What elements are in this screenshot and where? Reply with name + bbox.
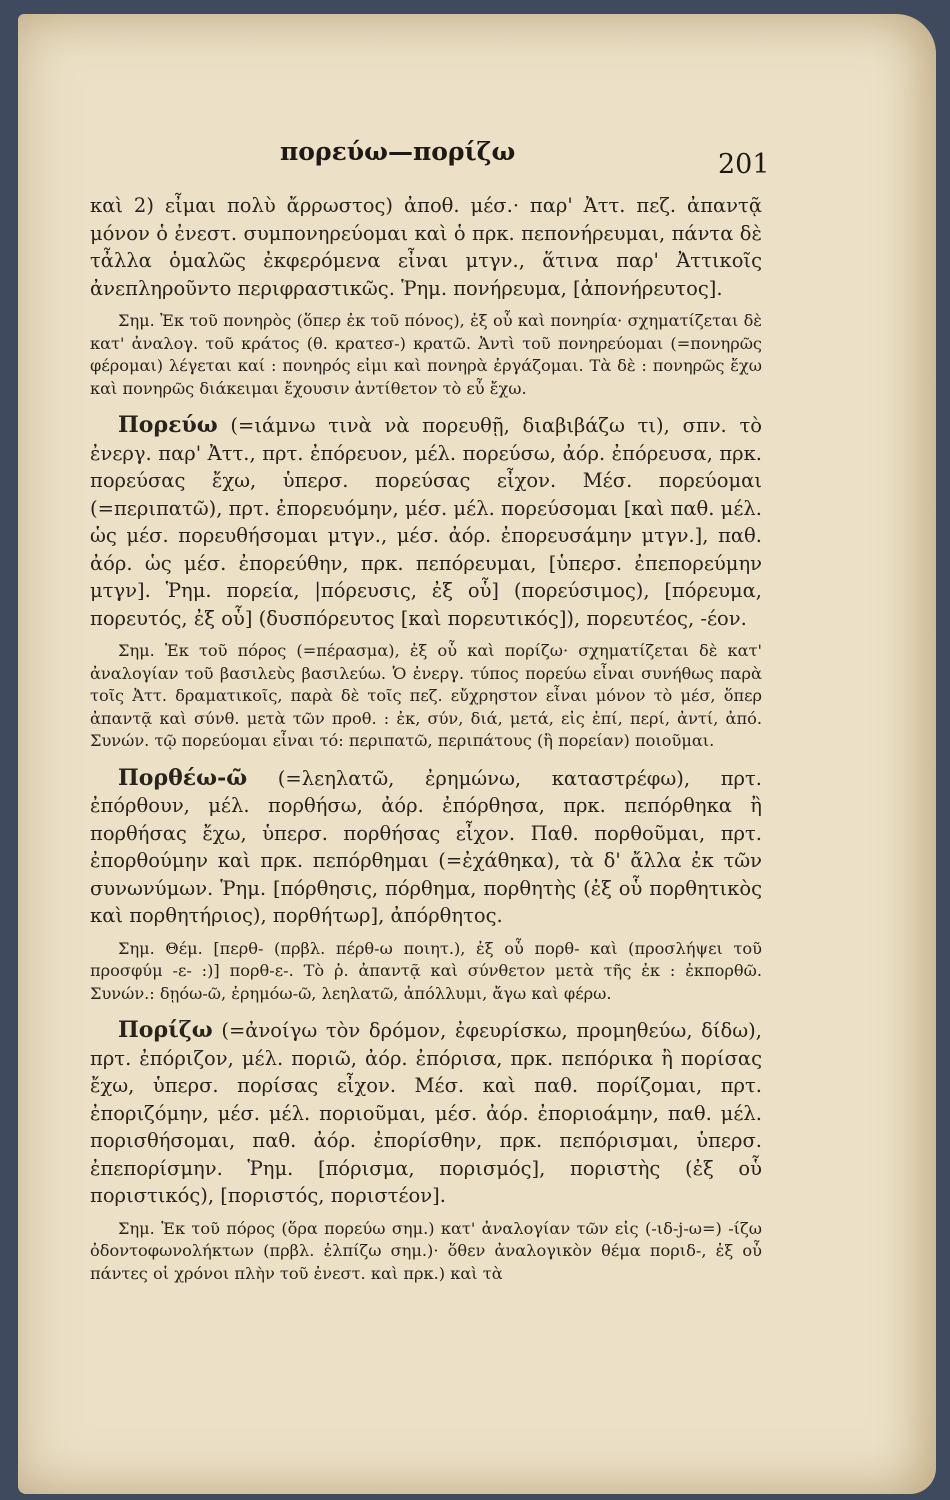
book-page [18, 14, 936, 1494]
page-body [90, 192, 762, 1285]
note-poreuo: Σημ. Ἐκ τοῦ πόρος (=πέρασμα), ἐξ οὗ καὶ πορίζω· σχηματίζεται δὲ κατ' ἀναλογίαν τοῦ βασιλεὺς βασιλεύω. Ὁ ἐνεργ. τύπος πορεύω εἶναι συνήθως παρὰ τοῖς Ἀττ. δραματικοῖς, παρὰ δὲ τοῖς πεζ. εὔχρηστον εἶναι μόνον τὸ μέσ, ὅπερ ἀπαντᾷ καὶ σύνθ. μετὰ τῶν προθ. : ἐκ, σύν, διά, μετά, εἰς ἐπί, περί, ἀντί, ἀπό. Συνών. τῷ πορεύομαι εἶναι τό: περιπατῶ, περιπάτους (ἢ πορείαν) ποιοῦμαι. [90, 641, 762, 750]
page-number: 201 [718, 149, 770, 180]
entry-poreuo [90, 412, 762, 632]
note-poneroumai: Σημ. Ἐκ τοῦ πονηρὸς (ὅπερ ἐκ τοῦ πόνος), ἐξ οὗ καὶ πονηρία· σχηματίζεται δὲ κατ' ἀναλογ. τοῦ κράτος (θ. κρατεσ-) κρατῶ. Ἀντὶ τοῦ πονηρεύομαι (=πονηρῶς φέρομαι) λέγεται καί : πονηρός εἰμι καὶ πονηρὰ ἐργάζομαι. Τὰ δὲ : πονηρῶς ἔχω καὶ πονηρῶς διάκειμαι ἔχουσιν ἀντίθετον τὸ εὖ ἔχω. [90, 311, 762, 398]
entry-portheo [90, 765, 762, 930]
note-portheo: Σημ. Θέμ. [περθ- (πρβλ. πέρθ-ω ποιητ.), ἐξ οὗ πορθ- καὶ (προσλήψει τοῦ προσφύμ -ε- :)] πορθ-ε-. Τὸ ῥ. ἀπαντᾷ καὶ σύνθετον μετὰ τῆς ἐκ : ἐκπορθῶ. Συνών.: δῃόω-ῶ, ἐρημόω-ῶ, λεηλατῶ, ἀπόλλυμι, ἄγω καὶ φέρω. [90, 938, 762, 1003]
lemma-portheo: Πορθέω-ῶ [118, 764, 248, 791]
entry-porizo-text: (=ἀνοίγω τὸν δρόμον, ἐφευρίσκω, προμηθεύω, δίδω), πρτ. ἐπόριζον, μέλ. ποριῶ, ἀόρ. ἐπόρισα, πρκ. πεπόρικα ἢ πορίσας ἔχω, ὑπερσ. πορίσας εἶχον. Μέσ. καὶ παθ. πορίζομαι, πρτ. ἐποριζόμην, μέσ. μέλ. ποριοῦμαι, μέσ. ἀόρ. ἐποριοάμην, παθ. μέλ. πορισθήσομαι, παθ. ἀόρ. ἐπορίσθην, πρκ. πεπόρισμαι, ὑπερσ. ἐπεπορίσμην. Ῥημ. [πόρισμα, πορισμός], ποριστὴς (ἐξ οὗ ποριστικός), [ποριστός, ποριστέον]. [90, 1019, 762, 1207]
note-porizo: Σημ. Ἐκ τοῦ πόρος (ὅρα πορεύω σημ.) κατ' ἀναλογίαν τῶν εἰς (-ιδ-j-ω=) -ίζω ὀδοντοφωνολήκτων (πρβλ. ἐλπίζω σημ.)· ὅθεν ἀναλογικὸν θέμα ποριδ-, ἐξ οὗ πάντες οἱ χρόνοι πλὴν τοῦ ἐνεστ. καὶ πρκ.) καὶ τὰ [90, 1218, 762, 1283]
entry-porizo [90, 1017, 762, 1210]
lemma-poreuo: Πορεύω [118, 412, 218, 438]
entry-portheo-text: (=λεηλατῶ, ἐρημώνω, καταστρέφω), πρτ. ἐπόρθουν, μέλ. πορθήσω, ἀόρ. ἐπόρθησα, πρκ. πεπόρθηκα ἢ πορθήσας ἔχω, ὑπερσ. πορθήσας εἶχον. Παθ. πορθοῦμαι, πρτ. ἐπορθούμην καὶ πρκ. πεπόρθημαι (=ἐχάθηκα), τὰ δ' ἄλλα ἐκ τῶν συνωνύμων. Ῥημ. [πόρθησις, πόρθημα, πορθητὴς (ἐξ οὗ πορθητικὸς καὶ πορθητήριος), πορθήτωρ], ἀπόρθητος. [90, 766, 762, 927]
lemma-porizo: Πορίζω [118, 1017, 213, 1043]
running-head: πορεύω—πορίζω [280, 137, 516, 166]
entry-poreuo-text: (=ιάμνω τινὰ νὰ πορευθῇ, διαβιβάζω τι), σπν. τὸ ἐνεργ. παρ' Ἀττ., πρτ. ἐπόρευον, μέλ. πορεύσω, ἀόρ. ἐπόρευσα, πρκ. πορεύσας ἔχω, ὑπερσ. πορεύσας εἶχον. Μέσ. πορεύομαι (=περιπατῶ), πρτ. ἐπορευόμην, μέσ. μέλ. πορεύσομαι [καὶ παθ. μέλ. ὡς μέσ. πορευθήσομαι μτγν., μέσ. ἀόρ. ἐπορευσάμην μτγν.], παθ. ἀόρ. ὡς μέσ. ἐπορεύθην, πρκ. πεπόρευμαι, [ὑπερσ. ἐπεπορεύμην μτγν]. Ῥημ. πορεία, |πόρευσις, ἐξ οὗ] (πορεύσιμος), [πόρευμα, πορευτός, ἐξ οὗ] (δυσπόρευτος [καὶ πορευτικός]), πορευτέος, -έον. [90, 414, 762, 630]
page-header [18, 14, 936, 214]
entry-continuation: καὶ 2) εἶμαι πολὺ ἄρρωστος) ἀποθ. μέσ.· παρ' Ἀττ. πεζ. ἀπαντᾷ μόνον ὁ ἐνεστ. συμπονηρεύομαι καὶ ὁ πρκ. πεπονήρευμαι, πάντα δὲ τἆλλα ὁμαλῶς ἐκφερόμενα εἶναι μτγν., ἅτινα παρ' Ἀττικοῖς ἀνεπληροῦντο περιφραστικῶς. Ῥημ. πονήρευμα, [ἀπονήρευτος]. [90, 194, 762, 300]
